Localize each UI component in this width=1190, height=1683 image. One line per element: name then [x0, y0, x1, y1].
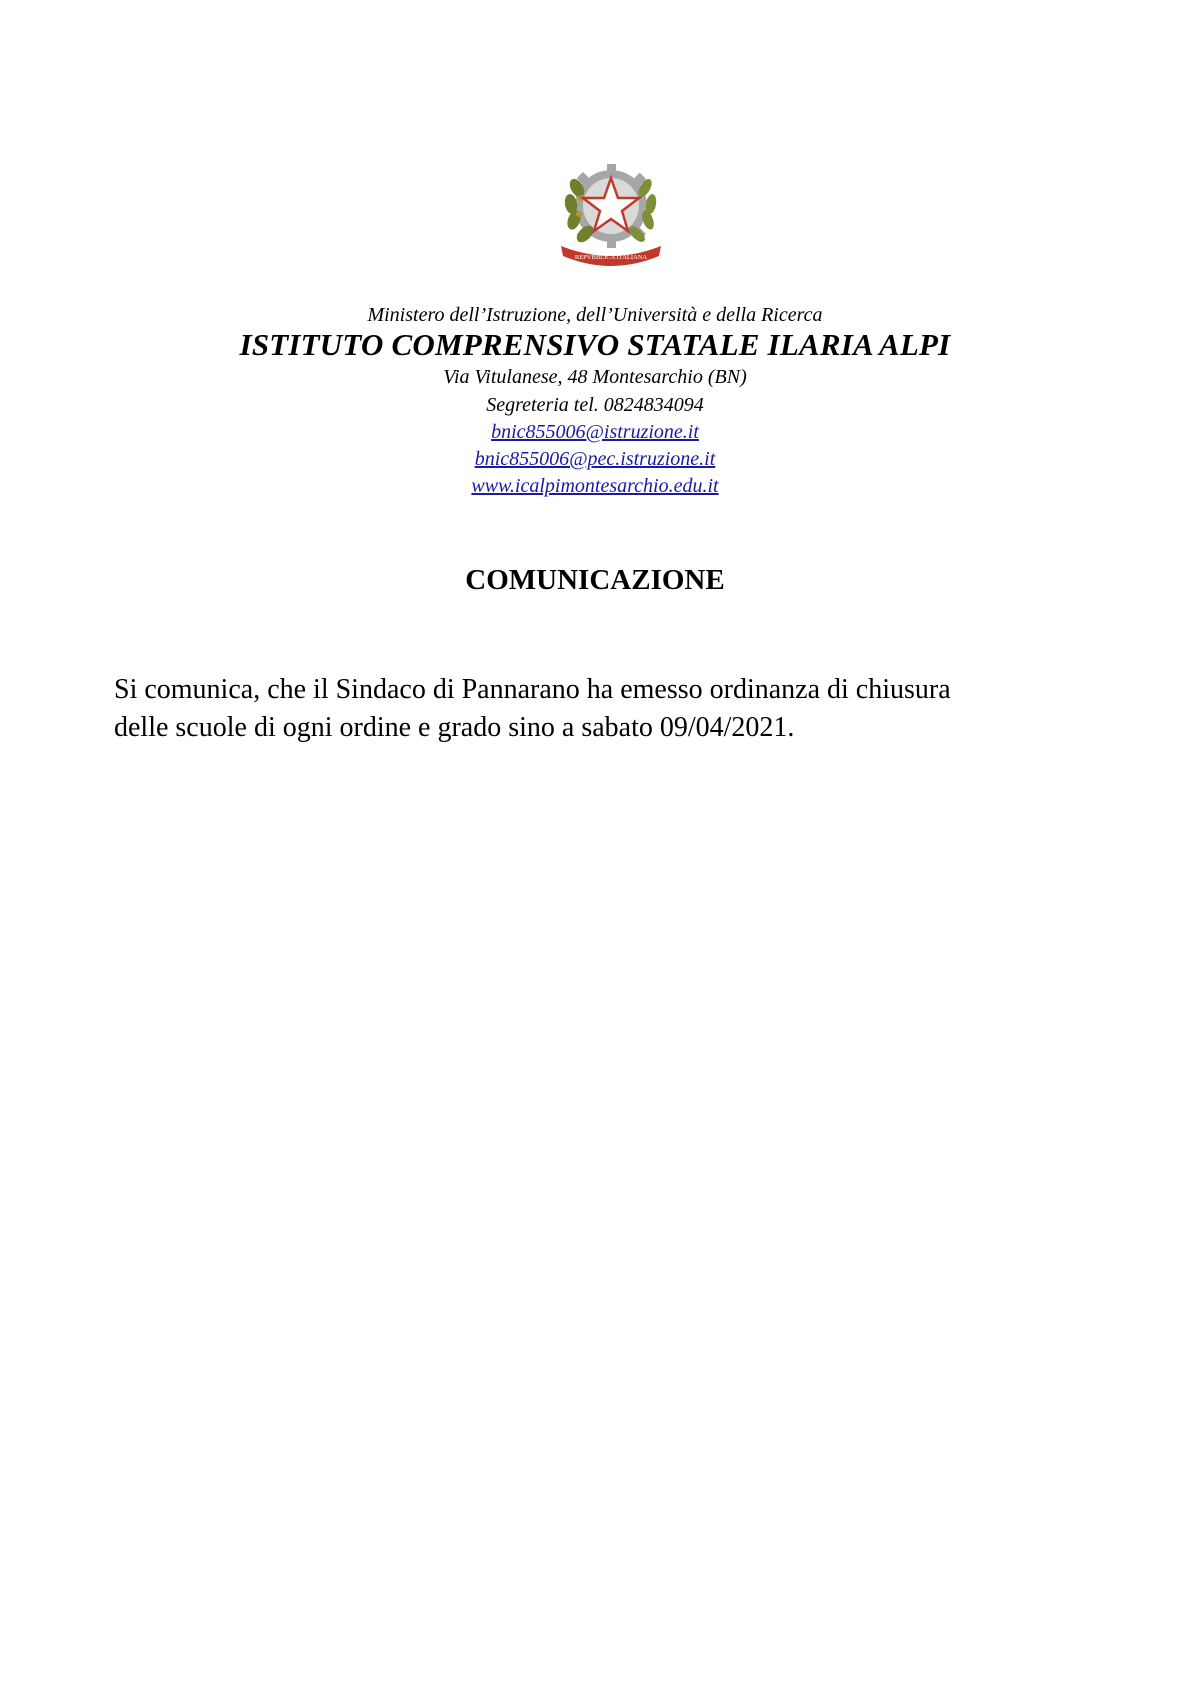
website-link[interactable]: www.icalpimontesarchio.edu.it: [471, 475, 719, 497]
email-link[interactable]: bnic855006@istruzione.it: [491, 421, 699, 443]
emblem-ribbon-text: REPVBBLICA ITALIANA: [574, 254, 648, 261]
school-name: ISTITUTO COMPRENSIVO STATALE ILARIA ALPI: [239, 327, 951, 362]
pec-link[interactable]: bnic855006@pec.istruzione.it: [474, 448, 716, 470]
repubblica-italiana-emblem-icon: [555, 158, 665, 270]
document-title: COMUNICAZIONE: [465, 564, 725, 596]
letterhead: [0, 303, 1190, 500]
school-phone: Segreteria tel. 0824834094: [486, 394, 704, 416]
school-address: Via Vitulanese, 48 Montesarchio (BN): [443, 366, 747, 388]
document-body: [114, 671, 1094, 747]
body-line: delle scuole di ogni ordine e grado sino a sabato 09/04/2021.: [114, 712, 795, 743]
ministry-name: Ministero dell’Istruzione, dell’Università e della Ricerca: [367, 304, 823, 326]
body-line: Si comunica, che il Sindaco di Pannarano ha emesso ordinanza di chiusura: [114, 674, 951, 705]
